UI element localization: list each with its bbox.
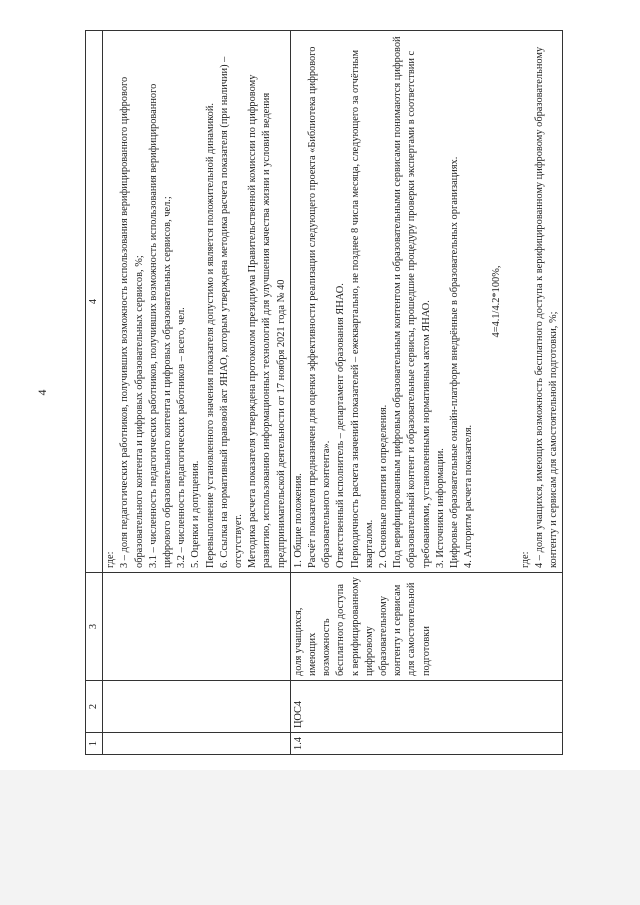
method-line: 4 – доля учащихся, имеющих возможность бесплатного доступа к верифицированному цифровому образовательному контенту и сервисам для самостоятельной подготовки, %; <box>533 46 560 568</box>
spacer <box>505 35 519 568</box>
method-line: Перевыполнение установленного значения показателя допустимо и является положительной динамикой. <box>204 102 216 568</box>
table-row-continued <box>103 31 291 755</box>
method-line: 6. Ссылка на нормативный правовой акт ЯНАО, которым утверждена методика расчета показателя (при наличии) – отсутствует. <box>218 56 245 568</box>
cell-method <box>103 31 291 573</box>
header-cell: 4 <box>86 31 103 573</box>
method-line: Цифровые образовательные онлайн-платформ внедрённые в образовательных организациях. <box>449 156 461 568</box>
cell-code <box>103 681 291 733</box>
method-line: где: <box>519 551 531 568</box>
header-cell: 3 <box>86 573 103 681</box>
header-cell: 2 <box>86 681 103 733</box>
cell-num: 1.4 <box>290 733 562 755</box>
method-line: Ответственный исполнитель – департамент образования ЯНАО. <box>335 283 347 568</box>
method-line: где: <box>105 551 117 568</box>
method-line: 3.2 – численность педагогических работников – всего, чел. <box>176 307 188 568</box>
indicator-table <box>85 30 563 755</box>
scan-background <box>0 770 640 905</box>
method-line: 3.1 – численность педагогических работников, получивших возможность использования верифицированного цифрового образовательного контента и цифровых образовательных сервисов, чел.; <box>147 83 174 568</box>
rotated-content <box>35 30 620 755</box>
method-line: Под верифицированным цифровым образовательным контентом и образовательными сервисами понимаются цифровой образовательный контент и образовательные сервисы, прошедшие процедуру проверки экспертами в соответствии с требованиями, установленными нормативным актом ЯНАО. <box>392 36 432 568</box>
method-line: 5. Оценки и допущения. <box>190 460 202 568</box>
method-line: 1. Общие положения. <box>292 473 304 568</box>
method-line: 4. Алгоритм расчета показателя. <box>463 424 475 568</box>
cell-name: доля учащихся, имеющих возможность бесплатного доступа к верифицированному цифровому образовательному контенту и сервисам для самостоятельной подготовки <box>290 573 562 681</box>
cell-method <box>290 31 562 573</box>
method-line: 3. Источники информации. <box>434 448 446 568</box>
cell-name <box>103 573 291 681</box>
method-line: Периодичность расчета значений показателей – ежеквартально, не позднее 8 числа месяца, следующего за отчётным кварталом. <box>349 49 375 568</box>
page-number: 4 <box>35 389 49 396</box>
method-line: 2. Основные понятия и определения. <box>378 404 390 568</box>
spacer <box>476 35 490 568</box>
cell-code: ЦОС4 <box>290 681 562 733</box>
table-header-row <box>86 31 103 755</box>
method-line: 3 – доля педагогических работников, получивших возможность использования верифицированного цифрового образовательного контента и цифровых образовательных сервисов, %; <box>119 76 145 568</box>
header-cell: 1 <box>86 733 103 755</box>
formula: 4=4.1/4.2*100%, <box>491 265 503 338</box>
method-line: Расчёт показателя предназначен для оценки эффективности реализации следующего проекта «Библиотека цифрового образовательного контента». <box>307 46 333 568</box>
table-row-1-4 <box>290 31 562 755</box>
method-line: Методика расчета показателя утверждена протоколом президиума Правительственной комиссии по цифровому развитию, использованию информационных технологий для улучшения качества жизни и условий ведения предпринимательской деятельности от 17 ноября 2021 года № 40 <box>247 74 287 568</box>
cell-num <box>103 733 291 755</box>
